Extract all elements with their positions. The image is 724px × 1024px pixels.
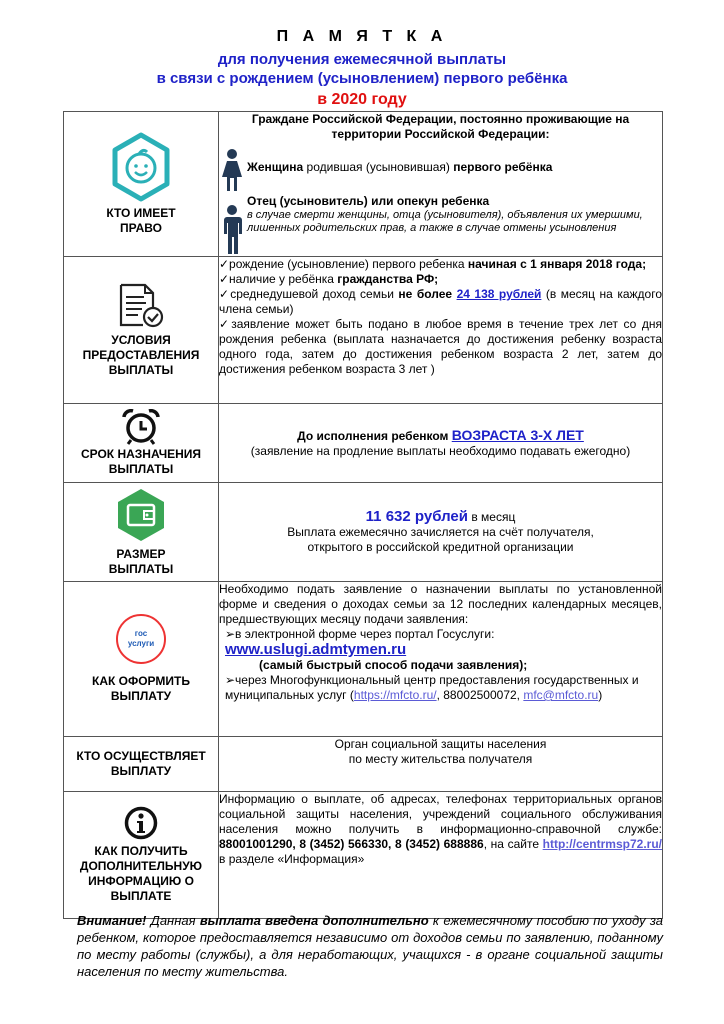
term-line-2: (заявление на продление выплаты необходимо подавать ежегодно) xyxy=(250,443,631,458)
amount-text: Выплата ежемесячно зачисляется на счёт получателя, открытого в российской кредитной организации xyxy=(287,525,594,554)
apply-option-2: ➢через Многофункциональный центр предоставления государственных и муниципальных услуг (https://mfcto.ru/, 88002500072, mfc@mfcto.ru) xyxy=(225,673,639,702)
memo-subtitle-2: в связи с рождением (усыновлением) первого ребёнка xyxy=(156,70,568,87)
row-who-label: КТО ИМЕЕТ ПРАВО xyxy=(106,206,176,235)
row-apply xyxy=(64,582,663,737)
memo-title: П А М Я Т К А xyxy=(276,28,448,45)
attention-note: Внимание! Данная выплата введена дополнительно к ежемесячному пособию по уходу за ребенком, которое предоставляется независимо от доходов семьи по заявлению, поданному по месту работы (службы), а для неработающих, учащихся - в органе социальной защиты населения по месту жительства. xyxy=(77,913,663,979)
condition-1: ✓рождение (усыновление) первого ребенка начиная с 1 января 2018 года; xyxy=(219,257,647,271)
row-who-content xyxy=(219,112,663,257)
memo-subtitle-1: для получения ежемесячной выплаты xyxy=(217,51,507,68)
wallet-icon xyxy=(115,487,167,543)
apply-option-1: ➢в электронной форме через портал Госуслуги: xyxy=(225,627,495,641)
row-info xyxy=(64,792,663,919)
row-who xyxy=(64,112,663,257)
row-info-content: Информацию о выплате, об адресах, телефонах территориальных органов социальной защиты населения, учреждений социального обслуживания населения можно получить в информационно-справочной службе: 88001001290, 8 (3452) 566330, 8 (3452) 688886, на сайте http://centrmsp72.ru/ в разделе «Информация» xyxy=(219,792,663,919)
row-who-pays-label-cell xyxy=(64,737,219,792)
amount-sum: 11 632 рублей в месяц xyxy=(365,508,516,525)
row-who-label-cell xyxy=(64,112,219,257)
apply-portal xyxy=(225,642,662,658)
mfc-email-link[interactable]: mfc@mfcto.ru xyxy=(523,688,599,702)
row-conditions-label: УСЛОВИЯ ПРЕДОСТАВЛЕНИЯ ВЫПЛАТЫ xyxy=(82,332,200,377)
who-pays-line-2: по месту жительства получателя xyxy=(348,752,533,766)
document-check-icon xyxy=(117,283,165,329)
who-pays-line-1: Орган социальной защиты населения xyxy=(334,737,547,751)
row-who-pays-content xyxy=(219,737,663,792)
row-amount-label: РАЗМЕР ВЫПЛАТЫ xyxy=(108,547,174,576)
row-amount-content xyxy=(219,483,663,582)
who-man xyxy=(219,194,662,256)
row-conditions xyxy=(64,257,663,404)
who-woman-text: Женщина родившая (усыновившая) первого ребёнка xyxy=(247,160,553,174)
term-line-1: До исполнения ребенком ВОЗРАСТА 3-Х ЛЕТ xyxy=(297,426,584,443)
term-age-link[interactable]: ВОЗРАСТА 3-Х ЛЕТ xyxy=(451,426,584,443)
condition-4: ✓заявление может быть подано в любое время в течение трех лет со дня рождения ребенка (выплата назначается до достижения ребенку возраста одного года, затем до достижения ребенком возраста 2 лет, затем до достижения ребенком возраста 3 лет ) xyxy=(219,317,662,376)
who-intro: Граждане Российской Федерации, постоянно проживающие на территории Российской Федерации: xyxy=(251,112,630,141)
woman-icon xyxy=(219,148,245,192)
apply-fast: (самый быстрый способ подачи заявления); xyxy=(259,658,528,672)
row-term xyxy=(64,404,663,483)
row-term-content xyxy=(219,404,663,483)
row-amount-label-cell xyxy=(64,483,219,582)
portal-link[interactable]: www.uslugi.admtymen.ru xyxy=(225,641,407,658)
apply-intro: Необходимо подать заявление о назначении выплаты по установленной форме и сведения о доходах семьи за 12 последних календарных месяцев, предшествующих месяцу подачи заявления: xyxy=(219,582,662,626)
row-apply-label: КАК ОФОРМИТЬ ВЫПЛАТУ xyxy=(92,674,190,703)
row-apply-label-cell xyxy=(64,582,219,737)
row-info-label: КАК ПОЛУЧИТЬ ДОПОЛНИТЕЛЬНУЮ ИНФОРМАЦИЮ О ВЫПЛАТЕ xyxy=(79,844,203,903)
man-icon xyxy=(219,204,245,256)
row-amount xyxy=(64,483,663,582)
mfc-url-link[interactable]: https://mfcto.ru/ xyxy=(353,688,437,702)
row-who-pays xyxy=(64,737,663,792)
row-conditions-label-cell xyxy=(64,257,219,404)
row-term-label: СРОК НАЗНАЧЕНИЯ ВЫПЛАТЫ xyxy=(80,447,202,476)
row-term-label-cell xyxy=(64,404,219,483)
row-info-label-cell xyxy=(64,792,219,919)
row-apply-content xyxy=(219,582,663,737)
alarm-clock-icon xyxy=(121,409,161,445)
memo-table xyxy=(63,111,663,919)
row-who-pays-label: КТО ОСУЩЕСТВЛЯЕТ ВЫПЛАТУ xyxy=(76,749,206,778)
condition-3: ✓среднедушевой доход семьи не более 24 138 рублей (в месяц на каждого члена семьи) xyxy=(219,287,663,316)
gosuslugi-logo: гос услуги xyxy=(116,614,166,664)
condition-2: ✓наличие у ребёнка гражданства РФ; xyxy=(219,272,439,286)
info-icon xyxy=(124,806,158,840)
memo-year: в 2020 году xyxy=(317,91,407,108)
row-conditions-content xyxy=(219,257,663,404)
income-limit-link[interactable]: 24 138 рублей xyxy=(456,287,542,301)
centrmsp-link[interactable]: http://centrmsp72.ru/ xyxy=(542,837,662,851)
baby-icon xyxy=(109,132,173,202)
who-man-text: Отец (усыновитель) или опекун ребенка в случае смерти женщины, отца (усыновителя), объявления их умершими, лишенных родительских прав, а также в случае отмены усыновления xyxy=(247,194,643,234)
who-woman xyxy=(219,148,662,192)
